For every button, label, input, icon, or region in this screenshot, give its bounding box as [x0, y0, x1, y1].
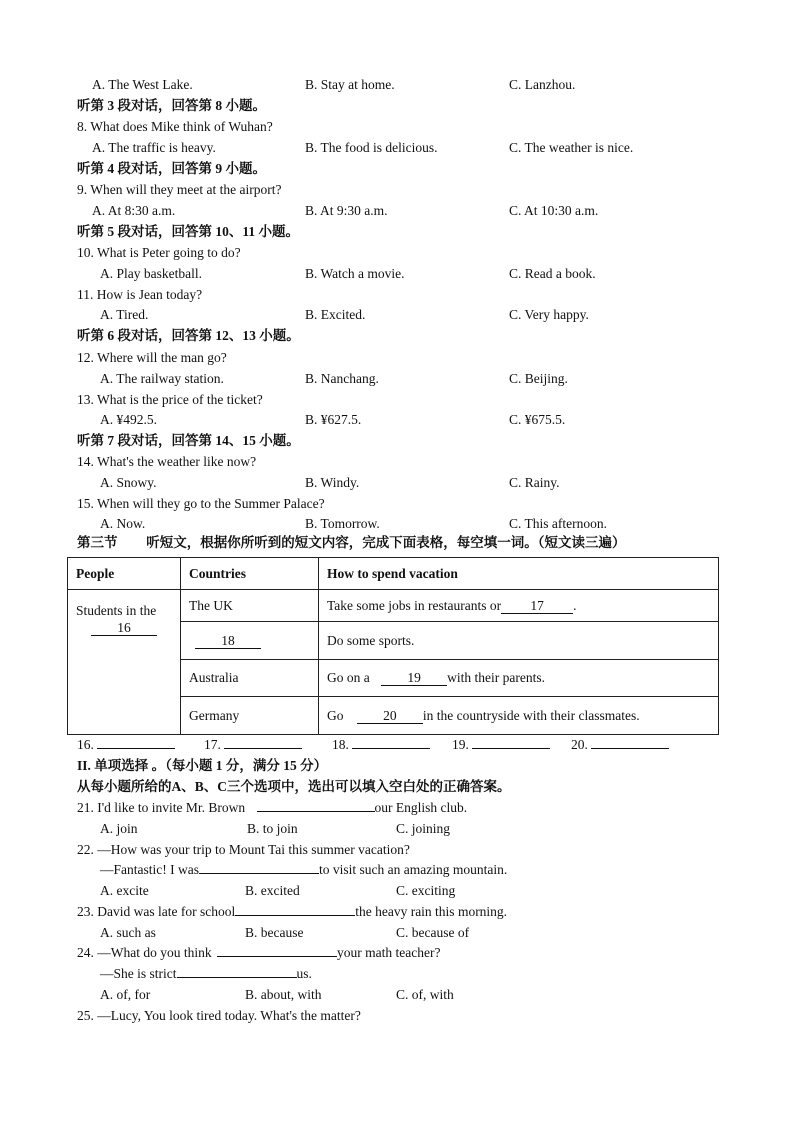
q13-question: 13. What is the price of the ticket?	[77, 392, 263, 407]
q12-option-a: A. The railway station.	[100, 371, 224, 386]
part2-title: II. 单项选择 。（每小题 1 分，满分 15 分）	[77, 758, 328, 773]
table-header-people: People	[68, 558, 181, 590]
answer-blank-20[interactable]	[591, 748, 669, 749]
q21-option-c: C. joining	[396, 821, 451, 836]
q15-option-b: B. Tomorrow.	[305, 516, 380, 531]
vacation-cell-australia: Go on a 19 with their parents.	[319, 660, 719, 697]
part3-heading	[77, 535, 626, 551]
q12-option-c: C. Beijing.	[509, 371, 568, 386]
q15-option-c: C. This afternoon.	[509, 516, 607, 531]
q9-question: 9. When will they meet at the airport?	[77, 182, 282, 197]
q15-option-a: A. Now.	[100, 516, 146, 531]
answer-blank-17[interactable]	[224, 748, 302, 749]
answer-blank-19[interactable]	[472, 748, 550, 749]
q21-option-a: A. join	[100, 821, 138, 836]
q23-option-a: A. such as	[100, 925, 156, 940]
q10-option-b: B. Watch a movie.	[305, 266, 405, 281]
vacation-cell-germany: Go 20 in the countryside with their classmates.	[319, 697, 719, 735]
q24-option-b: B. about, with	[245, 987, 322, 1002]
q15-question: 15. When will they go to the Summer Palace?	[77, 496, 325, 511]
q24-option-a: A. of, for	[100, 987, 151, 1002]
part2-instruction: 从每小题所给的A、B、C三个选项中，选出可以填入空白处的正确答案。	[77, 779, 511, 794]
q8-option-b: B. The food is delicious.	[305, 140, 438, 155]
q14-option-c: C. Rainy.	[509, 475, 560, 490]
q13-option-a: A. ¥492.5.	[100, 412, 157, 427]
q9-option-a: A. At 8:30 a.m.	[92, 203, 176, 218]
people-cell	[68, 590, 181, 735]
table-header-countries: Countries	[181, 558, 319, 590]
table-header-vacation: How to spend vacation	[319, 558, 719, 590]
answer-18: 18.	[332, 737, 430, 753]
q22-question: 22. —How was your trip to Mount Tai this summer vacation?	[77, 842, 410, 857]
blank-20: 20	[357, 709, 423, 724]
q10-option-c: C. Read a book.	[509, 266, 596, 281]
q8-option-a: A. The traffic is heavy.	[92, 140, 216, 155]
section-heading-3: 听第 3 段对话，回答第 8 小题。	[77, 98, 266, 113]
people-text: Students in the	[76, 603, 157, 618]
q23-option-b: B. because	[245, 925, 304, 940]
q9-option-b: B. At 9:30 a.m.	[305, 203, 388, 218]
q10-option-a: A. Play basketball.	[100, 266, 202, 281]
q21-question: 21. I'd like to invite Mr. Brown our English club.	[77, 800, 468, 815]
q14-question: 14. What's the weather like now?	[77, 454, 257, 469]
blank-18: 18	[195, 634, 261, 649]
q24-line2: —She is strict us.	[100, 966, 312, 981]
q7-option-c: C. Lanzhou.	[509, 77, 576, 92]
q21-blank	[257, 811, 375, 812]
q8-option-c: C. The weather is nice.	[509, 140, 634, 155]
q10-question: 10. What is Peter going to do?	[77, 245, 241, 260]
part3-instruction: 听短文，根据你所听到的短文内容，完成下面表格，每空填一词。（短文读三遍）	[146, 535, 626, 550]
answer-20: 20.	[571, 737, 669, 753]
blank-19: 19	[381, 671, 447, 686]
q12-option-b: B. Nanchang.	[305, 371, 379, 386]
q22-blank	[199, 873, 319, 874]
q9-option-c: C. At 10:30 a.m.	[509, 203, 599, 218]
section-heading-7: 听第 7 段对话，回答第 14、15 小题。	[77, 433, 300, 448]
q24-option-c: C. of, with	[396, 987, 454, 1002]
answer-17: 17.	[204, 737, 302, 753]
q21-option-b: B. to join	[247, 821, 298, 836]
q11-question: 11. How is Jean today?	[77, 287, 203, 302]
country-cell-germany: Germany	[181, 697, 319, 735]
q8-question: 8. What does Mike think of Wuhan?	[77, 119, 273, 134]
blank-16: 16	[91, 621, 157, 636]
country-cell-australia: Australia	[181, 660, 319, 697]
section-heading-6: 听第 6 段对话，回答第 12、13 小题。	[77, 328, 300, 343]
q24-blank-2	[177, 977, 297, 978]
answer-blank-18[interactable]	[352, 748, 430, 749]
q14-option-b: B. Windy.	[305, 475, 360, 490]
q11-option-b: B. Excited.	[305, 307, 366, 322]
country-cell-blank	[181, 622, 319, 660]
answer-16: 16.	[77, 737, 175, 753]
q12-question: 12. Where will the man go?	[77, 350, 227, 365]
q11-option-c: C. Very happy.	[509, 307, 589, 322]
answer-19: 19.	[452, 737, 550, 753]
q13-option-c: C. ¥675.5.	[509, 412, 566, 427]
blank-17: 17	[501, 599, 573, 614]
section-heading-4: 听第 4 段对话，回答第 9 小题。	[77, 161, 266, 176]
vacation-cell-sports: Do some sports.	[319, 622, 719, 660]
country-cell-uk: The UK	[181, 590, 319, 622]
q7-option-b: B. Stay at home.	[305, 77, 395, 92]
q14-option-a: A. Snowy.	[100, 475, 157, 490]
q22-option-c: C. exciting	[396, 883, 456, 898]
q24-blank-1	[217, 956, 337, 957]
vacation-cell-uk: Take some jobs in restaurants or 17 .	[319, 590, 719, 622]
answer-blank-16[interactable]	[97, 748, 175, 749]
q22-line2: —Fantastic! I was to visit such an amazing mountain.	[100, 862, 508, 877]
q22-option-b: B. excited	[245, 883, 300, 898]
q23-blank	[235, 915, 355, 916]
q22-option-a: A. excite	[100, 883, 149, 898]
q23-option-c: C. because of	[396, 925, 470, 940]
part3-label: 第三节	[77, 535, 118, 550]
q13-option-b: B. ¥627.5.	[305, 412, 362, 427]
q25-question: 25. —Lucy, You look tired today. What's the matter?	[77, 1008, 361, 1023]
q23-question: 23. David was late for school the heavy rain this morning.	[77, 904, 508, 919]
q7-option-a: A. The West Lake.	[92, 77, 193, 92]
section-heading-5: 听第 5 段对话，回答第 10、11 小题。	[77, 224, 300, 239]
vacation-table	[67, 557, 719, 735]
q24-question: 24. —What do you think your math teacher?	[77, 945, 441, 960]
q11-option-a: A. Tired.	[100, 307, 149, 322]
